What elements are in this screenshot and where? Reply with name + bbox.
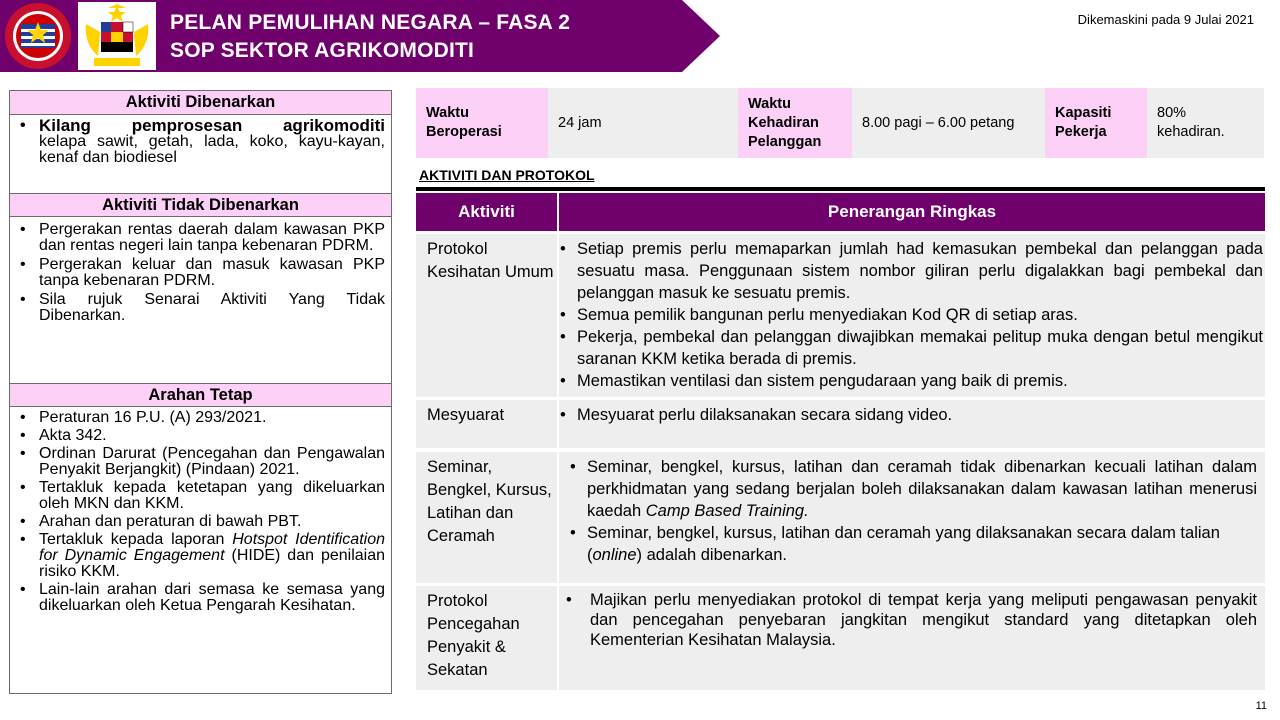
seminar-item2-italic: online — [592, 546, 637, 564]
standing-orders-body — [10, 407, 391, 614]
table-row — [416, 231, 1265, 397]
header-logos — [0, 0, 160, 72]
hours-value: 24 jam — [548, 88, 738, 158]
row-activity: Protokol Pencegahan Penyakit & Sekatan — [416, 586, 559, 690]
updated-date: Dikemaskini pada 9 Julai 2021 — [1077, 12, 1254, 27]
table-row — [416, 583, 1265, 690]
page-subtitle: SOP SEKTOR AGRIKOMODITI — [170, 39, 475, 62]
allowed-body — [10, 115, 391, 193]
section-divider — [416, 187, 1265, 191]
hide-prefix: Tertakluk kepada laporan — [39, 531, 225, 548]
list-item: • Tertakluk kepada ketetapan yang dikeluarkan oleh MKN dan KKM. — [20, 480, 385, 512]
standing-orders-heading: Arahan Tetap — [10, 383, 391, 407]
list-item: • Majikan perlu menyediakan protokol di tempat kerja yang meliputi pengawasan penyakit dan pencegahan penyebaran jangkitan mengikut standard yang ditetapkan oleh Kementerian Kesihatan Malaysia. — [566, 590, 1257, 650]
allowed-item-detail: kelapa sawit, getah, lada, koko, kayu-kayan, kenaf dan biodiesel — [39, 133, 385, 166]
customer-hours-label: Waktu Kehadiran Pelanggan — [738, 88, 852, 158]
hide-italic: Hotspot Identification for Dynamic Engagement — [39, 531, 385, 564]
seminar-item1-text: Seminar, bengkel, kursus, latihan dan ceramah tidak dibenarkan kecuali latihan dalam perkhidmatan yang sedang berjalan boleh dilaksanakan dalam kawasan latihan menerusi kaedah — [587, 458, 1257, 520]
row-activity: Seminar, Bengkel, Kursus, Latihan dan Ceramah — [416, 452, 559, 583]
customer-hours-value: 8.00 pagi – 6.00 petang — [852, 88, 1045, 158]
seminar-item1-italic: Camp Based Training. — [645, 502, 809, 520]
list-item: • Pergerakan rentas daerah dalam kawasan PKP dan rentas negeri lain tanpa kebenaran PDRM. — [20, 222, 385, 254]
nsc-logo-icon — [3, 2, 73, 70]
list-item: • Pergerakan keluar dan masuk kawasan PKP tanpa kebenaran PDRM. — [20, 257, 385, 289]
malaysia-crest-icon — [78, 2, 156, 70]
list-item — [570, 456, 1257, 522]
row-description — [559, 400, 1265, 448]
section-heading: AKTIVITI DAN PROTOKOL — [419, 167, 595, 183]
seminar-item2-text: Seminar, bengkel, kursus, latihan dan ceramah yang dilaksanakan secara dalam talian — [587, 524, 1220, 542]
activities-table — [416, 193, 1265, 690]
list-item-hide — [20, 532, 385, 580]
table-row — [416, 397, 1265, 448]
list-item: • Pekerja, pembekal dan pelanggan diwajibkan memakai pelitup muka dengan betul mengikut saranan KKM ketika berada di premis. — [560, 326, 1263, 370]
allowed-item-title: • Kilang pemprosesan agrikomoditi — [39, 116, 385, 135]
page-number: 11 — [1255, 700, 1267, 712]
list-item — [570, 522, 1257, 566]
row-activity: Mesyuarat — [416, 400, 559, 448]
seminar-item2-open: ( — [587, 546, 593, 564]
page-title: PELAN PEMULIHAN NEGARA – FASA 2 — [170, 11, 571, 34]
list-item: • Sila rujuk Senarai Aktiviti Yang Tidak Dibenarkan. — [20, 292, 385, 324]
list-item: • Arahan dan peraturan di bawah PBT. — [20, 514, 385, 530]
list-item: • Ordinan Darurat (Pencegahan dan Pengawalan Penyakit Berjangkit) (Pindaan) 2021. — [20, 446, 385, 478]
not-allowed-body — [10, 217, 391, 383]
hide-suffix: (HIDE) dan penilaian risiko KKM. — [39, 547, 386, 580]
capacity-label: Kapasiti Pekerja — [1045, 88, 1147, 158]
list-item: • Lain-lain arahan dari semasa ke semasa yang dikeluarkan oleh Ketua Pengarah Kesihatan. — [20, 582, 385, 614]
seminar-item2-close: ) adalah dibenarkan. — [636, 546, 787, 564]
row-activity: Protokol Kesihatan Umum — [416, 234, 559, 397]
info-bar — [416, 88, 1264, 158]
list-item: • Setiap premis perlu memaparkan jumlah had kemasukan pembekal dan pelanggan pada sesuatu masa. Penggunaan sistem nombor giliran perlu digalakkan bagi pembekal dan pelanggan masuk ke sesuatu premis. — [560, 238, 1263, 304]
list-item: • Mesyuarat perlu dilaksanakan secara sidang video. — [560, 404, 1263, 426]
list-item: • Memastikan ventilasi dan sistem pengudaraan yang baik di premis. — [560, 370, 1263, 392]
table-header — [416, 193, 1265, 231]
left-panel — [9, 90, 392, 694]
allowed-heading: Aktiviti Dibenarkan — [10, 91, 391, 115]
header-description: Penerangan Ringkas — [827, 202, 997, 221]
table-row — [416, 449, 1265, 583]
allowed-item — [20, 118, 385, 166]
hours-label: Waktu Beroperasi — [416, 88, 548, 158]
row-description — [559, 586, 1265, 690]
not-allowed-heading: Aktiviti Tidak Dibenarkan — [10, 193, 391, 217]
header-activity: Aktiviti — [416, 193, 559, 231]
list-item: • Peraturan 16 P.U. (A) 293/2021. — [20, 410, 385, 426]
row-description — [559, 234, 1265, 397]
list-item: • Akta 342. — [20, 428, 385, 444]
row-description — [559, 452, 1265, 583]
list-item: • Semua pemilik bangunan perlu menyediakan Kod QR di setiap aras. — [560, 304, 1263, 326]
capacity-value: 80% kehadiran. — [1147, 88, 1264, 158]
